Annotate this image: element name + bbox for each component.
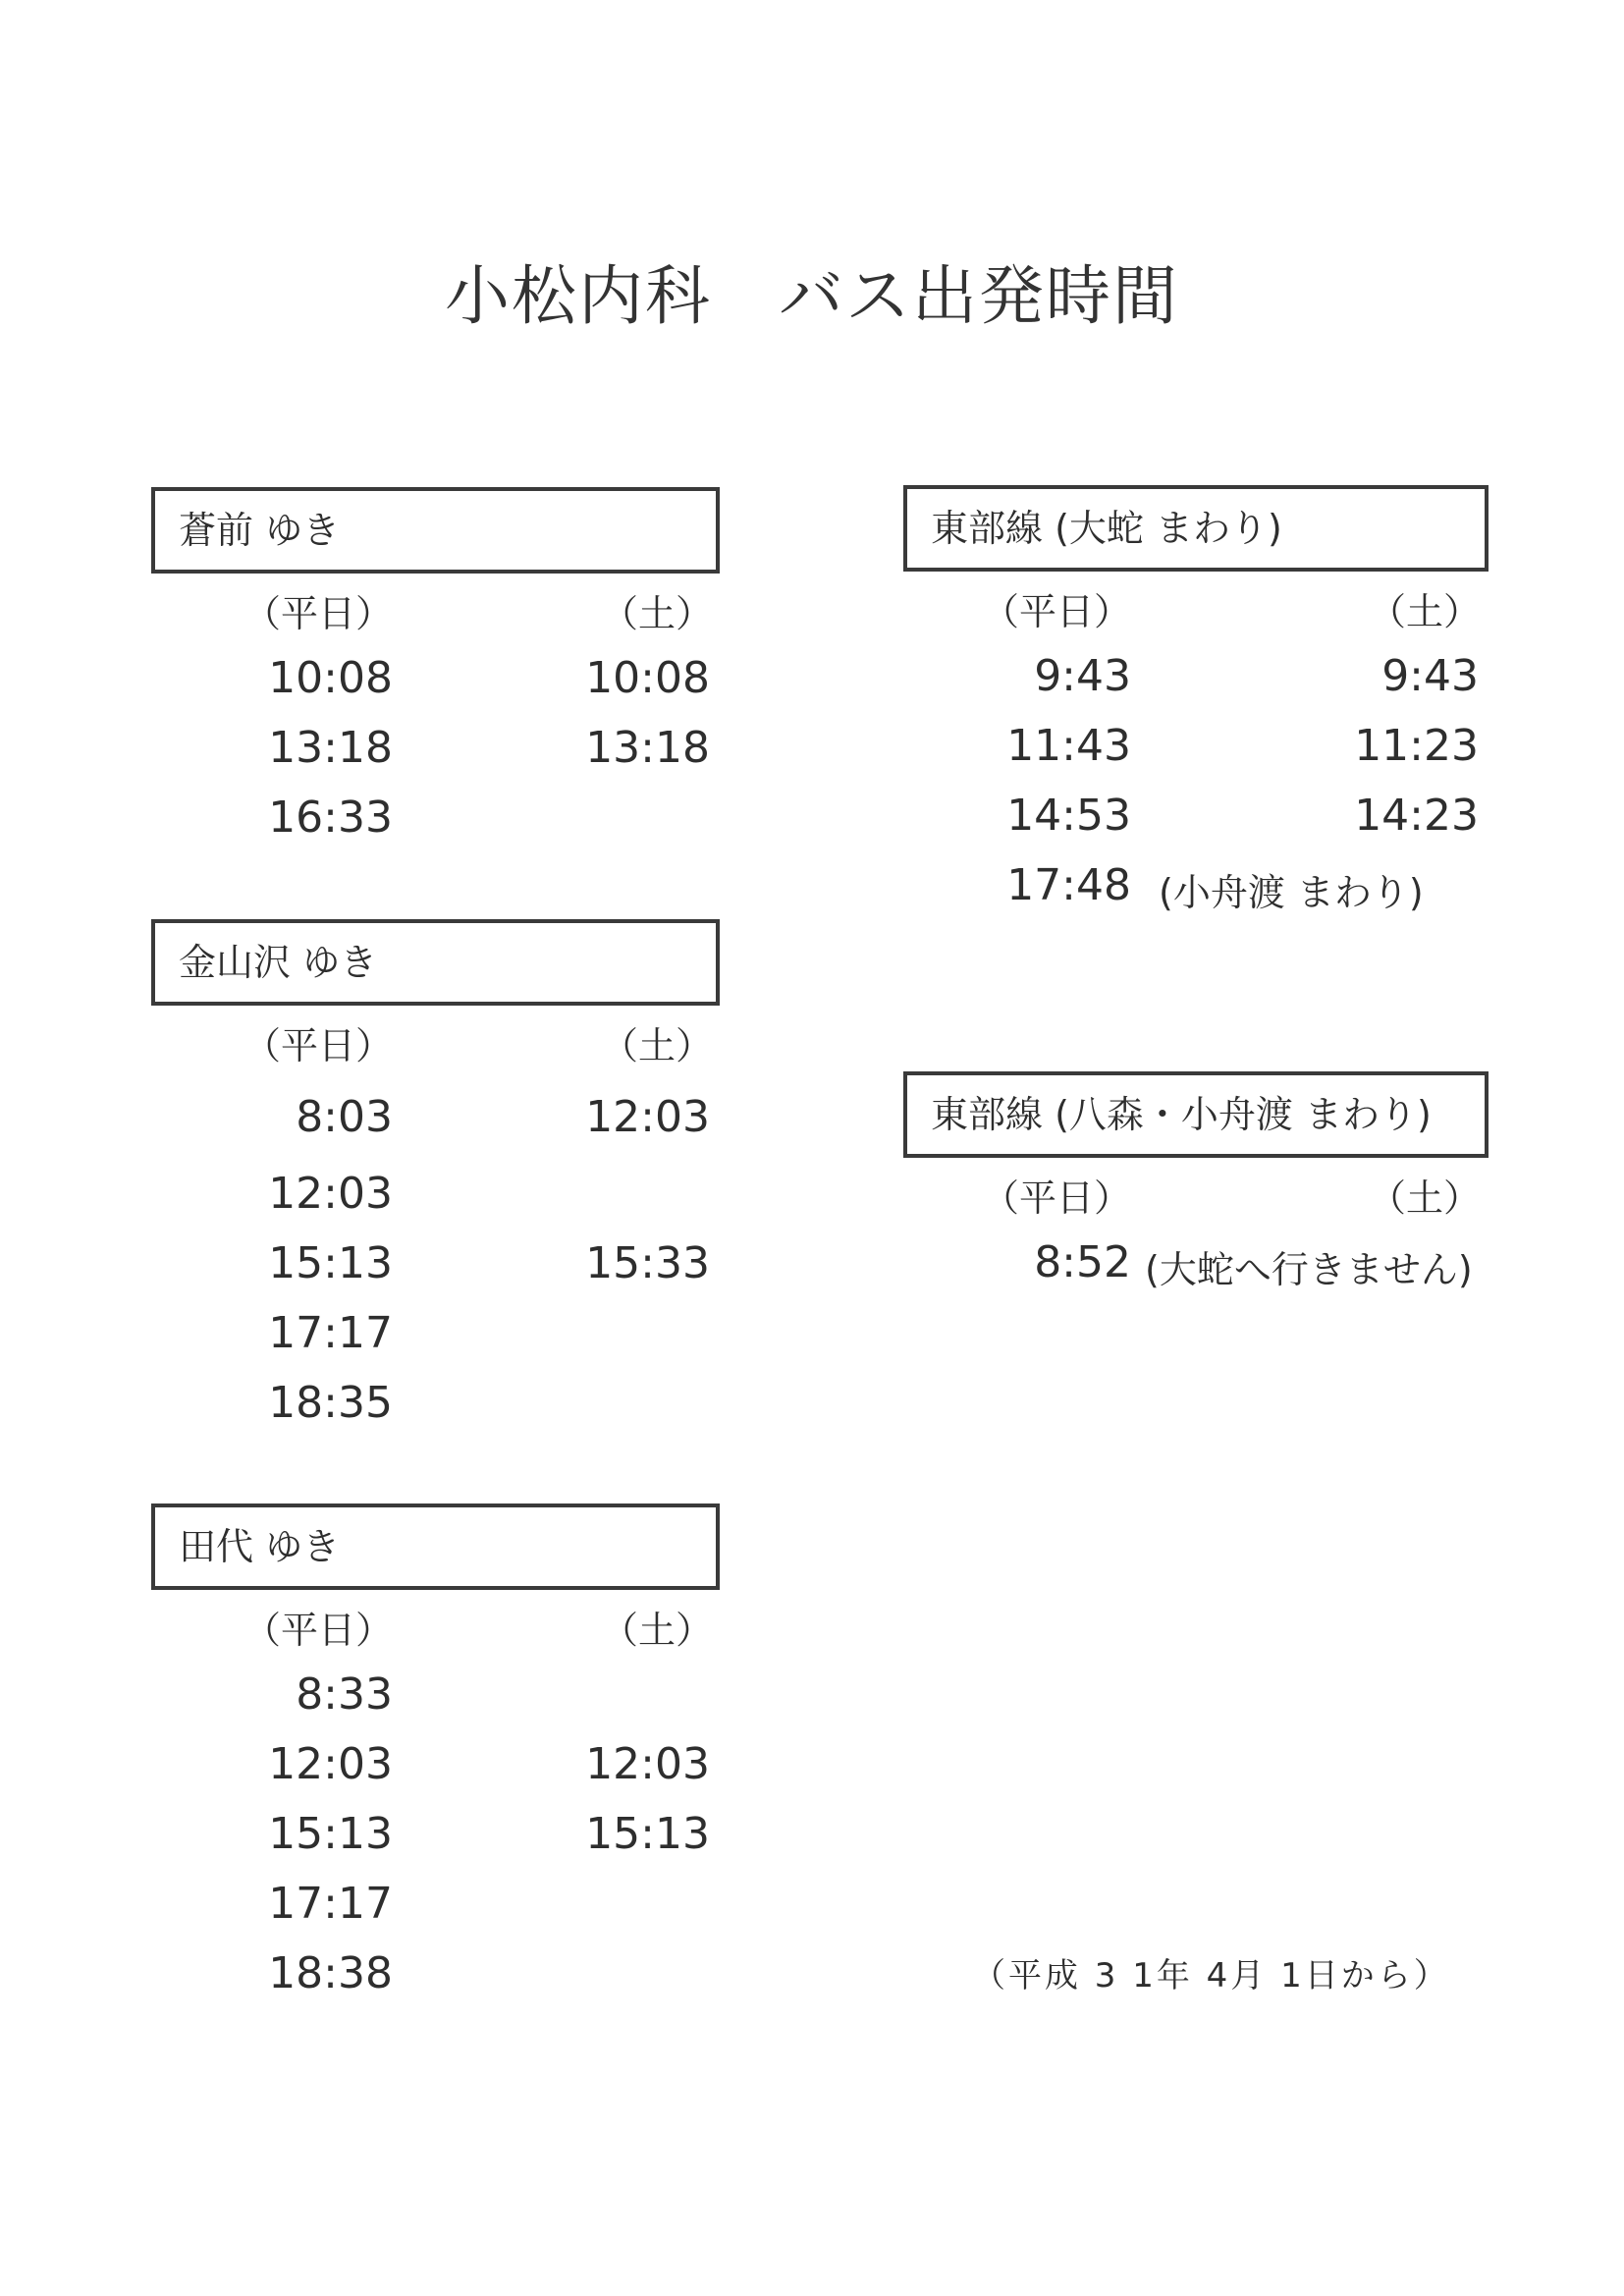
weekday-time: 17:48 <box>1006 860 1131 910</box>
saturday-header: （土） <box>601 592 714 635</box>
weekday-time: 15:13 <box>268 1238 393 1288</box>
weekday-time: 15:13 <box>268 1809 393 1859</box>
saturday-time: 15:13 <box>585 1809 710 1859</box>
weekday-header: （平日） <box>244 1024 394 1067</box>
weekday-time: 17:17 <box>268 1308 393 1358</box>
effective-date: （平成 3 1年 4月 1日から） <box>972 1956 1450 1995</box>
saturday-time: 11:23 <box>1354 721 1479 771</box>
page-title: 小松内科 バス出発時間 <box>445 258 1179 334</box>
saturday-header: （土） <box>601 1609 714 1652</box>
route-header-kanayamasawa: 金山沢 ゆき <box>151 919 720 1006</box>
weekday-time: 14:53 <box>1006 791 1131 841</box>
weekday-time: 8:03 <box>296 1092 393 1142</box>
saturday-header: （土） <box>601 1024 714 1067</box>
weekday-time: 8:33 <box>296 1669 393 1720</box>
route-header-tobu-hachimori: 東部線 (八森・小舟渡 まわり) <box>903 1071 1489 1158</box>
weekday-time: 13:18 <box>268 723 393 773</box>
route-header-tashiro: 田代 ゆき <box>151 1503 720 1590</box>
weekday-time: 12:03 <box>268 1739 393 1789</box>
route-header-souzen: 蒼前 ゆき <box>151 487 720 574</box>
weekday-header: （平日） <box>244 592 394 635</box>
route-header-tobu-orochi: 東部線 (大蛇 まわり) <box>903 485 1489 572</box>
weekday-time: 17:17 <box>268 1879 393 1929</box>
weekday-time: 18:38 <box>268 1948 393 1998</box>
saturday-time: 12:03 <box>585 1092 710 1142</box>
weekday-time: 8:52 <box>1034 1237 1131 1287</box>
saturday-time: 14:23 <box>1354 791 1479 841</box>
weekday-time: 9:43 <box>1034 651 1131 701</box>
saturday-time: 15:33 <box>585 1238 710 1288</box>
weekday-header: （平日） <box>244 1609 394 1652</box>
saturday-time: 13:18 <box>585 723 710 773</box>
route-note: (大蛇へ行きません) <box>1145 1248 1473 1291</box>
saturday-time: 10:08 <box>585 653 710 703</box>
route-note: (小舟渡 まわり) <box>1159 871 1424 914</box>
weekday-header: （平日） <box>982 590 1132 633</box>
weekday-time: 12:03 <box>268 1169 393 1219</box>
saturday-time: 9:43 <box>1381 651 1479 701</box>
weekday-time: 18:35 <box>268 1378 393 1428</box>
saturday-time: 12:03 <box>585 1739 710 1789</box>
weekday-time: 11:43 <box>1006 721 1131 771</box>
saturday-header: （土） <box>1369 1176 1482 1220</box>
weekday-time: 10:08 <box>268 653 393 703</box>
saturday-header: （土） <box>1369 590 1482 633</box>
weekday-time: 16:33 <box>268 793 393 843</box>
weekday-header: （平日） <box>982 1176 1132 1220</box>
